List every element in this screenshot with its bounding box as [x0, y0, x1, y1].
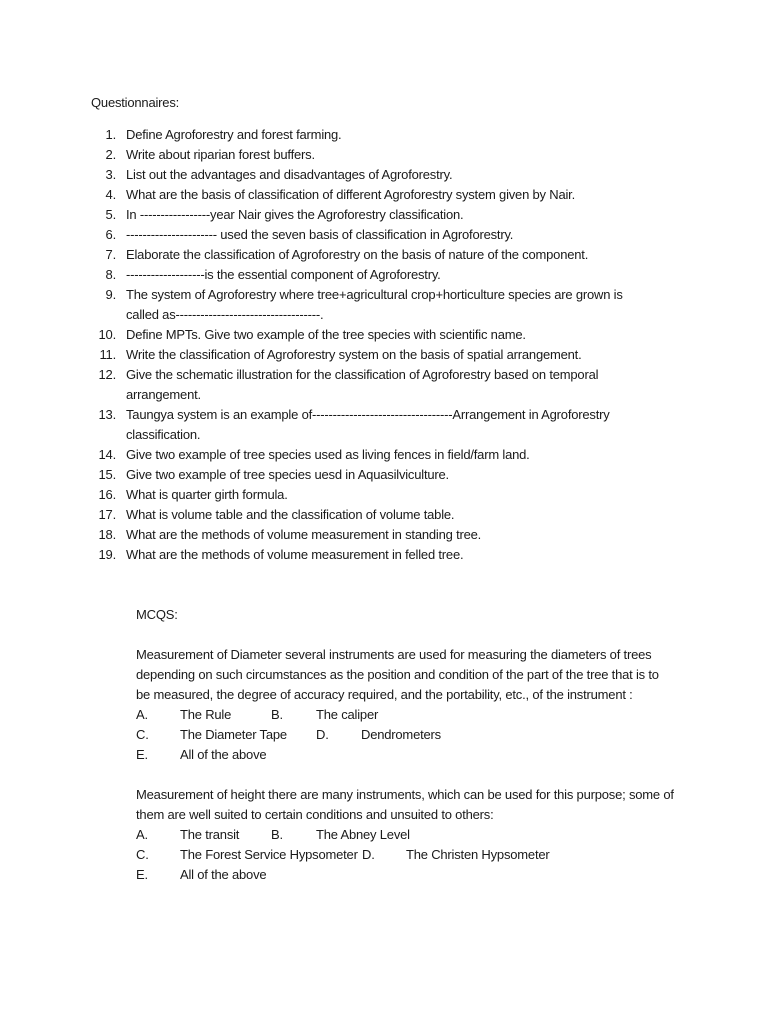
question-item: [0, 245, 768, 265]
question-number: 11.: [99, 347, 116, 362]
question-text: Give the schematic illustration for the classification of Agroforestry based on temporal arrangement.: [126, 367, 599, 402]
question-number: 2.: [105, 147, 116, 162]
option-letter: C.: [136, 847, 149, 862]
question-item: [0, 365, 768, 405]
option-text: The caliper: [316, 707, 379, 722]
option-letter: C.: [136, 727, 149, 742]
mcq-option-row: [136, 865, 676, 885]
question-text: Elaborate the classification of Agroforestry on the basis of nature of the component.: [126, 247, 589, 262]
question-item: [0, 505, 768, 525]
question-number: 8.: [105, 267, 116, 282]
option-letter: E.: [136, 867, 148, 882]
option-text: The Diameter Tape: [180, 727, 287, 742]
question-text: Write about riparian forest buffers.: [126, 147, 315, 162]
question-number: 7.: [105, 247, 116, 262]
question-item: [0, 205, 768, 225]
question-item: [0, 265, 768, 285]
option-text: The Abney Level: [316, 827, 410, 842]
question-text: Taungya system is an example of----------------------------------Arrangement in Agroforestry classification.: [126, 407, 610, 442]
option-text: The transit: [180, 827, 240, 842]
question-text: What are the methods of volume measurement in felled tree.: [126, 547, 464, 562]
question-item: [0, 145, 768, 165]
mcq-stem: Measurement of height there are many instruments, which can be used for this purpose; some of them are well suited to certain conditions and unsuited to others:: [136, 787, 674, 822]
questionnaire-heading: Questionnaires:: [91, 95, 180, 110]
question-item: [0, 125, 768, 145]
option-text: The Forest Service Hypsometer: [180, 847, 358, 862]
question-text: What is volume table and the classification of volume table.: [126, 507, 455, 522]
question-number: 14.: [98, 447, 116, 462]
option-letter: A.: [136, 827, 148, 842]
question-text: In -----------------year Nair gives the Agroforestry classification.: [126, 207, 464, 222]
question-text: What are the methods of volume measurement in standing tree.: [126, 527, 482, 542]
question-item: [0, 165, 768, 185]
question-text: List out the advantages and disadvantages of Agroforestry.: [126, 167, 453, 182]
question-item: [0, 285, 768, 325]
question-list: [0, 125, 768, 565]
mcq-heading: MCQS:: [136, 607, 178, 622]
mcq-stem: Measurement of Diameter several instruments are used for measuring the diameters of trees depending on such circumstances as the position and condition of the part of the tree that is to be measured, the degree of accuracy required, and the portability, etc., of the instrument :: [136, 647, 659, 702]
option-text: All of the above: [180, 747, 267, 762]
question-text: What is quarter girth formula.: [126, 487, 288, 502]
question-number: 13.: [98, 407, 116, 422]
option-letter: E.: [136, 747, 148, 762]
option-letter: A.: [136, 707, 148, 722]
question-item: [0, 545, 768, 565]
question-text: The system of Agroforestry where tree+agricultural crop+horticulture species are grown is called as-----------------------------------.: [126, 287, 623, 322]
question-text: Give two example of tree species uesd in Aquasilviculture.: [126, 467, 449, 482]
question-item: [0, 405, 768, 445]
question-number: 3.: [105, 167, 116, 182]
option-letter: D.: [362, 847, 375, 862]
question-item: [0, 485, 768, 505]
mcq-item: [136, 785, 676, 885]
option-letter: B.: [271, 827, 283, 842]
option-text: All of the above: [180, 867, 267, 882]
question-number: 19.: [98, 547, 116, 562]
mcq-option-row: [136, 845, 676, 865]
option-letter: B.: [271, 707, 283, 722]
question-item: [0, 185, 768, 205]
question-item: [0, 445, 768, 465]
mcq-option-row: [136, 825, 676, 845]
question-item: [0, 465, 768, 485]
question-number: 5.: [105, 207, 116, 222]
question-text: ---------------------- used the seven basis of classification in Agroforestry.: [126, 227, 514, 242]
mcq-option-row: [136, 725, 676, 745]
question-item: [0, 525, 768, 545]
question-text: -------------------is the essential component of Agroforestry.: [126, 267, 441, 282]
question-number: 9.: [105, 287, 116, 302]
question-number: 18.: [98, 527, 116, 542]
question-number: 17.: [98, 507, 116, 522]
question-item: [0, 345, 768, 365]
mcq-option-row: [136, 705, 676, 725]
question-text: Give two example of tree species used as living fences in field/farm land.: [126, 447, 530, 462]
option-text: Dendrometers: [361, 727, 441, 742]
question-number: 6.: [105, 227, 116, 242]
option-text: The Christen Hypsometer: [406, 847, 550, 862]
question-text: Define Agroforestry and forest farming.: [126, 127, 342, 142]
mcq-option-row: [136, 745, 676, 765]
question-text: Define MPTs. Give two example of the tree species with scientific name.: [126, 327, 526, 342]
question-number: 4.: [105, 187, 116, 202]
question-item: [0, 325, 768, 345]
question-number: 10.: [98, 327, 116, 342]
question-text: Write the classification of Agroforestry system on the basis of spatial arrangement.: [126, 347, 582, 362]
question-number: 16.: [98, 487, 116, 502]
option-text: The Rule: [180, 707, 232, 722]
question-number: 15.: [98, 467, 116, 482]
mcq-item: [136, 645, 676, 765]
question-text: What are the basis of classification of different Agroforestry system given by Nair.: [126, 187, 576, 202]
question-number: 1.: [105, 127, 116, 142]
question-item: [0, 225, 768, 245]
option-letter: D.: [316, 727, 329, 742]
question-number: 12.: [98, 367, 116, 382]
